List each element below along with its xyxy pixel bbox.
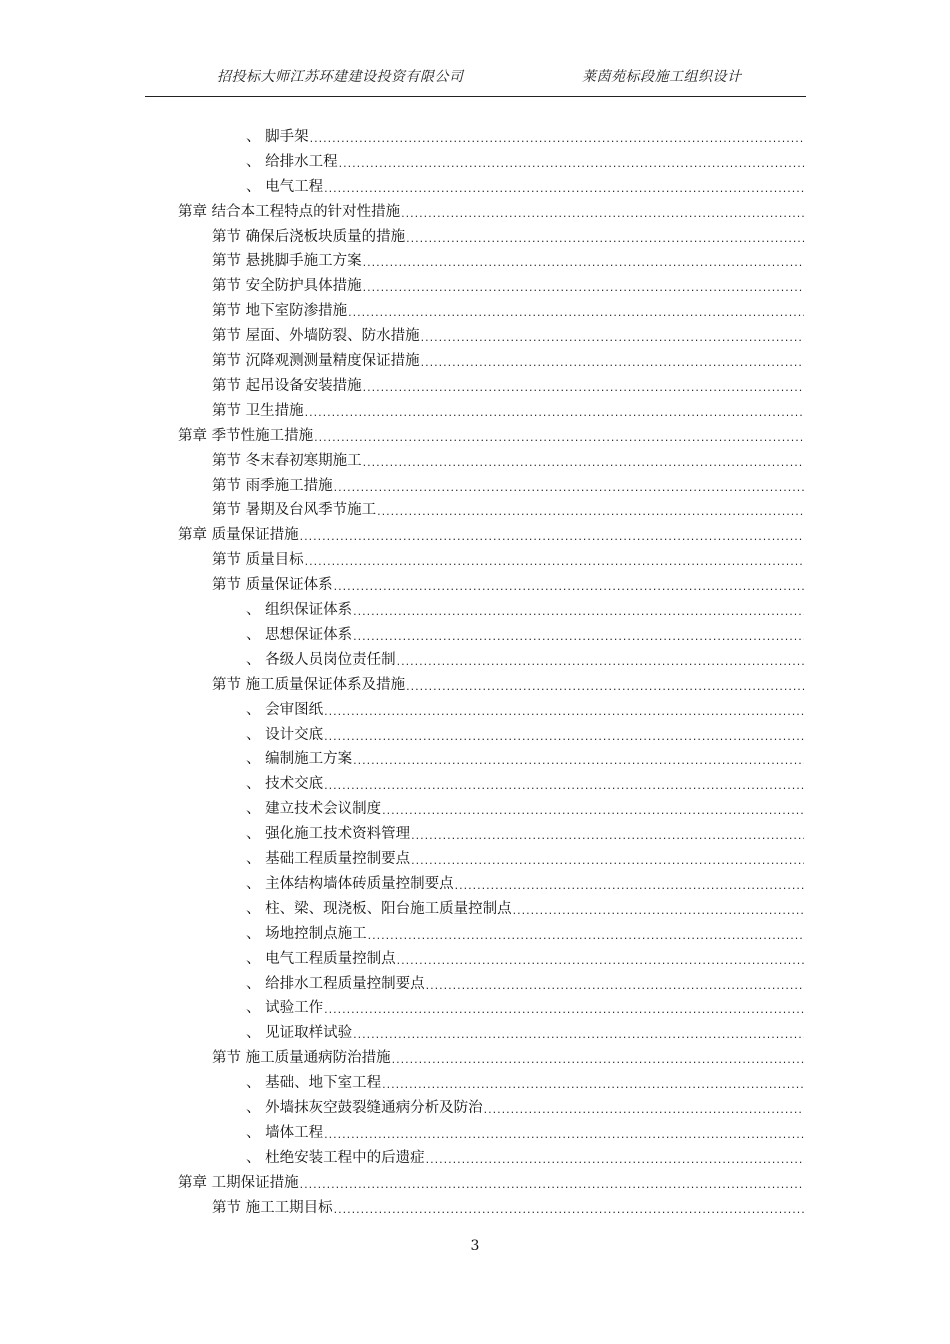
toc-entry-label: 、 杜绝安装工程中的后遗症 bbox=[246, 1149, 425, 1166]
toc-entry-label: 、 设计交底 bbox=[246, 726, 324, 743]
toc-entry[interactable] bbox=[0, 521, 804, 546]
toc-entry[interactable] bbox=[0, 472, 804, 497]
toc-entry-label: 、 技术交底 bbox=[246, 776, 324, 793]
toc-leader-dots bbox=[363, 456, 804, 469]
toc-entry[interactable] bbox=[0, 322, 804, 347]
toc-entry[interactable] bbox=[0, 1194, 804, 1219]
toc-leader-dots bbox=[363, 256, 804, 269]
toc-leader-dots bbox=[401, 207, 804, 220]
toc-entry[interactable] bbox=[0, 696, 804, 721]
toc-entry[interactable] bbox=[0, 1094, 804, 1119]
toc-leader-dots bbox=[377, 505, 804, 518]
toc-entry[interactable] bbox=[0, 1119, 804, 1144]
toc-entry-label: 、 主体结构墙体砖质量控制要点 bbox=[246, 875, 454, 892]
toc-leader-dots bbox=[324, 705, 804, 718]
toc-entry-label: 第节 质量目标 bbox=[212, 552, 304, 569]
toc-entry-label: 、 编制施工方案 bbox=[246, 751, 353, 768]
toc-leader-dots bbox=[411, 829, 804, 842]
toc-entry-label: 第节 卫生措施 bbox=[212, 402, 304, 419]
toc-entry[interactable] bbox=[0, 746, 804, 771]
toc-entry[interactable] bbox=[0, 845, 804, 870]
toc-leader-dots bbox=[382, 1078, 804, 1091]
toc-leader-dots bbox=[324, 779, 804, 792]
toc-leader-dots bbox=[310, 132, 804, 145]
toc-entry-label: 、 柱、梁、现浇板、阳台施工质量控制点 bbox=[246, 900, 512, 917]
toc-entry[interactable] bbox=[0, 248, 804, 273]
toc-entry[interactable] bbox=[0, 895, 804, 920]
toc-leader-dots bbox=[334, 481, 804, 494]
toc-leader-dots bbox=[348, 306, 804, 319]
toc-entry-label: 、 基础工程质量控制要点 bbox=[246, 851, 411, 868]
toc-entry-label: 、 电气工程质量控制点 bbox=[246, 950, 396, 967]
toc-entry-label: 第节 施工工期目标 bbox=[212, 1199, 333, 1216]
toc-leader-dots bbox=[397, 655, 804, 668]
toc-leader-dots bbox=[353, 605, 804, 618]
toc-leader-dots bbox=[305, 555, 804, 568]
toc-leader-dots bbox=[421, 331, 804, 344]
toc-leader-dots bbox=[411, 854, 804, 867]
toc-entry[interactable] bbox=[0, 1069, 804, 1094]
toc-entry[interactable] bbox=[0, 571, 804, 596]
toc-leader-dots bbox=[353, 630, 804, 643]
toc-entry-label: 、 场地控制点施工 bbox=[246, 925, 367, 942]
toc-entry[interactable] bbox=[0, 397, 804, 422]
toc-entry[interactable] bbox=[0, 795, 804, 820]
toc-entry[interactable] bbox=[0, 995, 804, 1020]
toc-entry[interactable] bbox=[0, 123, 804, 148]
toc-leader-dots bbox=[300, 1178, 804, 1191]
header-company: 招投标大师江苏环建建设投资有限公司 bbox=[217, 69, 464, 85]
toc-entry-label: 第节 雨季施工措施 bbox=[212, 477, 333, 494]
toc-entry[interactable] bbox=[0, 422, 804, 447]
toc-entry[interactable] bbox=[0, 671, 804, 696]
toc-entry-label: 、 组织保证体系 bbox=[246, 602, 353, 619]
toc-leader-dots bbox=[339, 157, 804, 170]
toc-leader-dots bbox=[513, 904, 804, 917]
toc-entry-label: 第章 结合本工程特点的针对性措施 bbox=[178, 203, 401, 220]
toc-leader-dots bbox=[334, 580, 804, 593]
toc-entry[interactable] bbox=[0, 920, 804, 945]
toc-leader-dots bbox=[363, 281, 804, 294]
toc-leader-dots bbox=[397, 954, 804, 967]
page-number: 3 bbox=[470, 1238, 480, 1254]
toc-entry[interactable] bbox=[0, 447, 804, 472]
toc-entry-label: 第节 地下室防渗措施 bbox=[212, 303, 348, 320]
toc-entry[interactable] bbox=[0, 1169, 804, 1194]
toc-leader-dots bbox=[484, 1103, 804, 1116]
toc-entry-label: 、 会审图纸 bbox=[246, 701, 324, 718]
toc-entry-label: 第章 工期保证措施 bbox=[178, 1174, 299, 1191]
toc-entry-label: 、 给排水工程 bbox=[246, 153, 338, 170]
toc-entry[interactable] bbox=[0, 1144, 804, 1169]
toc-entry[interactable] bbox=[0, 945, 804, 970]
page-header bbox=[145, 62, 806, 97]
toc-entry[interactable] bbox=[0, 1019, 804, 1044]
toc-entry[interactable] bbox=[0, 297, 804, 322]
toc-entry-label: 第节 确保后浇板块质量的措施 bbox=[212, 228, 406, 245]
toc-entry-label: 第节 暑期及台风季节施工 bbox=[212, 502, 377, 519]
toc-leader-dots bbox=[406, 232, 804, 245]
toc-entry[interactable] bbox=[0, 198, 804, 223]
toc-leader-dots bbox=[406, 680, 804, 693]
toc-entry[interactable] bbox=[0, 721, 804, 746]
toc-leader-dots bbox=[368, 929, 804, 942]
toc-entry[interactable] bbox=[0, 173, 804, 198]
toc-entry-label: 、 脚手架 bbox=[246, 128, 309, 145]
toc-entry-label: 、 各级人员岗位责任制 bbox=[246, 651, 396, 668]
toc-leader-dots bbox=[334, 1203, 804, 1216]
toc-entry-label: 第节 冬末春初寒期施工 bbox=[212, 452, 362, 469]
header-document-title: 莱茵苑标段施工组织设计 bbox=[582, 69, 742, 85]
toc-entry-label: 第章 季节性施工措施 bbox=[178, 427, 314, 444]
toc-entry-label: 、 思想保证体系 bbox=[246, 626, 353, 643]
toc-entry[interactable] bbox=[0, 770, 804, 795]
toc-leader-dots bbox=[305, 406, 804, 419]
toc-leader-dots bbox=[324, 182, 804, 195]
toc-entry[interactable] bbox=[0, 820, 804, 845]
toc-entry-label: 第节 施工质量保证体系及措施 bbox=[212, 676, 406, 693]
toc-leader-dots bbox=[324, 1003, 804, 1016]
toc-entry[interactable] bbox=[0, 870, 804, 895]
toc-leader-dots bbox=[455, 879, 804, 892]
toc-entry[interactable] bbox=[0, 223, 804, 248]
toc-entry-label: 、 电气工程 bbox=[246, 178, 324, 195]
toc-leader-dots bbox=[382, 804, 804, 817]
toc-entry-label: 、 给排水工程质量控制要点 bbox=[246, 975, 425, 992]
toc-leader-dots bbox=[324, 730, 804, 743]
toc-leader-dots bbox=[426, 1153, 804, 1166]
toc-entry[interactable] bbox=[0, 970, 804, 995]
toc-entry[interactable] bbox=[0, 596, 804, 621]
toc-entry-label: 、 外墙抹灰空鼓裂缝通病分析及防治 bbox=[246, 1100, 483, 1117]
toc-entry[interactable] bbox=[0, 646, 804, 671]
toc-entry[interactable] bbox=[0, 621, 804, 646]
toc-entry-label: 、 见证取样试验 bbox=[246, 1025, 353, 1042]
toc-entry[interactable] bbox=[0, 546, 804, 571]
toc-leader-dots bbox=[353, 754, 804, 767]
toc-entry-label: 第节 安全防护具体措施 bbox=[212, 278, 362, 295]
toc-leader-dots bbox=[426, 979, 804, 992]
toc-entry-label: 第节 沉降观测测量精度保证措施 bbox=[212, 353, 420, 370]
toc-entry-label: 、 强化施工技术资料管理 bbox=[246, 826, 411, 843]
toc-leader-dots bbox=[392, 1053, 804, 1066]
toc-entry[interactable] bbox=[0, 372, 804, 397]
toc-entry-label: 、 墙体工程 bbox=[246, 1124, 324, 1141]
toc-leader-dots bbox=[300, 530, 804, 543]
toc-entry-label: 第节 质量保证体系 bbox=[212, 577, 333, 594]
toc-entry[interactable] bbox=[0, 1044, 804, 1069]
toc-leader-dots bbox=[363, 381, 804, 394]
toc-entry-label: 第节 屋面、外墙防裂、防水措施 bbox=[212, 328, 420, 345]
toc-entry[interactable] bbox=[0, 497, 804, 522]
toc-leader-dots bbox=[314, 431, 804, 444]
toc-leader-dots bbox=[353, 1028, 804, 1041]
toc-entry-label: 第章 质量保证措施 bbox=[178, 527, 299, 544]
toc-entry-label: 第节 施工质量通病防治措施 bbox=[212, 1050, 391, 1067]
toc-entry-label: 第节 起吊设备安装措施 bbox=[212, 377, 362, 394]
toc-entry-label: 、 基础、地下室工程 bbox=[246, 1075, 382, 1092]
toc-entry-label: 、 建立技术会议制度 bbox=[246, 801, 382, 818]
toc-leader-dots bbox=[324, 1128, 804, 1141]
toc-entry[interactable] bbox=[0, 347, 804, 372]
toc-entry[interactable] bbox=[0, 148, 804, 173]
toc-entry[interactable] bbox=[0, 272, 804, 297]
toc-entry-label: 、 试验工作 bbox=[246, 1000, 324, 1017]
toc-leader-dots bbox=[421, 356, 804, 369]
toc-entry-label: 第节 悬挑脚手施工方案 bbox=[212, 253, 362, 270]
